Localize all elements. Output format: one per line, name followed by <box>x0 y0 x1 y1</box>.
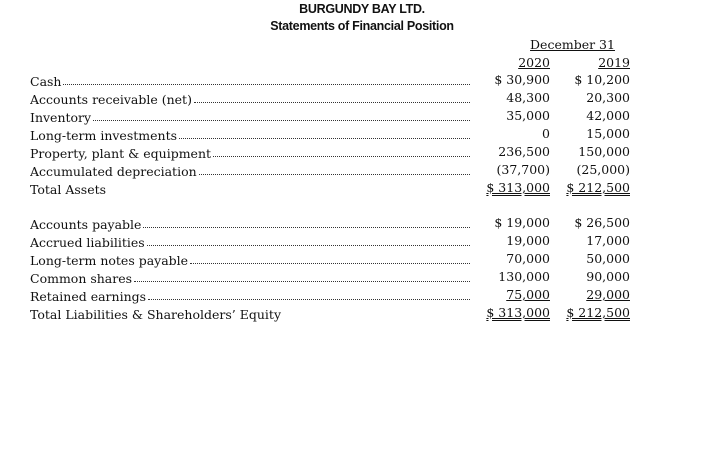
value-ppe-2019: 150,000 <box>578 144 630 159</box>
value-common-shares-2019: 90,000 <box>586 269 630 284</box>
value-accounts-receivable-2019: 20,300 <box>586 90 630 105</box>
value-common-shares-2020: 130,000 <box>498 269 550 284</box>
row-label-cash: Cash <box>30 71 470 89</box>
row-label-ppe: Property, plant & equipment <box>30 143 470 161</box>
value-retained-earnings-2019: 29,000 <box>586 287 630 302</box>
row-label-common-shares: Common shares <box>30 268 470 286</box>
row-label-accounts-payable: Accounts payable <box>30 214 470 232</box>
value-total-liabilities-equity-2019: $ 212,500 <box>566 305 630 320</box>
value-accounts-receivable-2020: 48,300 <box>506 90 550 105</box>
row-label-retained-earnings: Retained earnings <box>30 286 470 304</box>
value-total-assets-2019: $ 212,500 <box>566 180 630 195</box>
row-label-accrued-liabilities: Accrued liabilities <box>30 232 470 250</box>
value-accumulated-depreciation-2019: (25,000) <box>576 162 630 177</box>
value-long-term-investments-2019: 15,000 <box>586 126 630 141</box>
value-total-assets-2020: $ 313,000 <box>486 180 550 195</box>
value-total-liabilities-equity-2020: $ 313,000 <box>486 305 550 320</box>
value-ppe-2020: 236,500 <box>498 144 550 159</box>
value-accounts-payable-2020: $ 19,000 <box>494 215 550 230</box>
value-retained-earnings-2020: 75,000 <box>506 287 550 302</box>
row-label-accumulated-depreciation: Accumulated depreciation <box>30 161 470 179</box>
value-long-term-notes-payable-2019: 50,000 <box>586 251 630 266</box>
row-label-total-liabilities-equity: Total Liabilities & Shareholders’ Equity <box>30 307 282 322</box>
value-cash-2020: $ 30,900 <box>494 72 550 87</box>
value-long-term-investments-2020: 0 <box>542 126 550 141</box>
column-header-2020: 2020 <box>518 55 550 70</box>
value-cash-2019: $ 10,200 <box>574 72 630 87</box>
value-accounts-payable-2019: $ 26,500 <box>574 215 630 230</box>
statement-title: Statements of Financial Position <box>270 19 454 33</box>
value-accrued-liabilities-2019: 17,000 <box>586 233 630 248</box>
value-inventory-2020: 35,000 <box>506 108 550 123</box>
row-label-long-term-investments: Long-term investments <box>30 125 470 143</box>
value-long-term-notes-payable-2020: 70,000 <box>506 251 550 266</box>
period-label: December 31 <box>530 37 615 52</box>
row-label-accounts-receivable: Accounts receivable (net) <box>30 89 470 107</box>
row-label-inventory: Inventory <box>30 107 470 125</box>
row-label-long-term-notes-payable: Long-term notes payable <box>30 250 470 268</box>
column-header-2019: 2019 <box>598 55 630 70</box>
value-inventory-2019: 42,000 <box>586 108 630 123</box>
company-name: BURGUNDY BAY LTD. <box>299 2 425 16</box>
value-accumulated-depreciation-2020: (37,700) <box>496 162 550 177</box>
value-accrued-liabilities-2020: 19,000 <box>506 233 550 248</box>
row-label-total-assets: Total Assets <box>30 182 107 197</box>
